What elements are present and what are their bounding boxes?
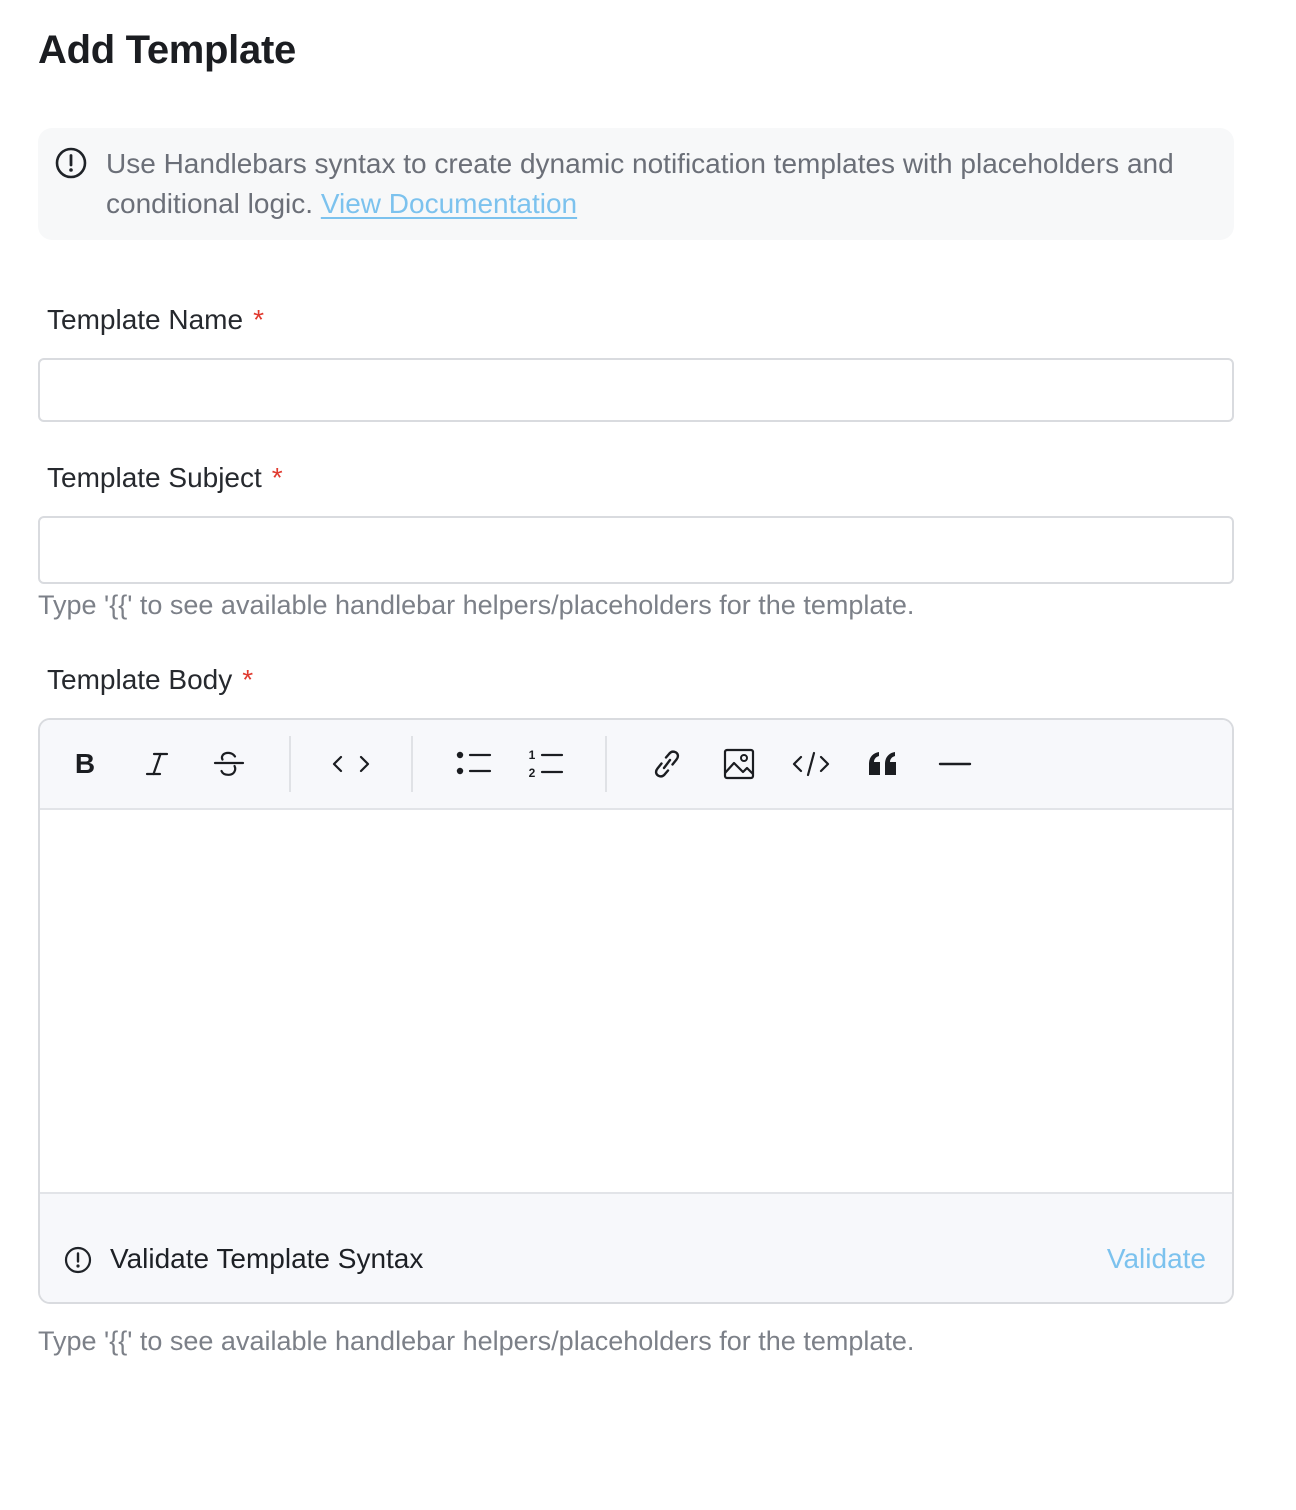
required-asterisk: * [271,462,283,493]
ordered-list-icon [527,748,565,780]
bullet-list-icon [455,749,493,779]
body-hint: Type '{{' to see available handlebar helpers/placeholders for the template. [38,1326,915,1356]
bold-button[interactable] [65,744,105,784]
quote-icon [866,750,900,778]
image-button[interactable] [719,744,759,784]
strikethrough-icon [213,749,245,779]
template-body-label [47,663,253,697]
info-description: Use Handlebars syntax to create dynamic notification templates with placeholders and conditional logic. [106,148,1174,219]
subject-hint: Type '{{' to see available handlebar helpers/placeholders for the template. [38,590,915,620]
bold-icon [71,750,99,778]
svg-text:1: 1 [528,748,536,762]
code-block-icon [791,749,831,779]
page-title: Add Template [38,28,296,72]
toolbar-divider [289,736,291,792]
italic-button[interactable] [137,744,177,784]
toolbar-divider [605,736,607,792]
required-asterisk: * [242,664,254,695]
horizontal-rule-button[interactable] [935,744,975,784]
svg-text:2: 2 [528,766,536,780]
view-documentation-link[interactable]: View Documentation [320,188,578,219]
code-block-button[interactable] [791,744,831,784]
template-name-label-text: Template Name [47,304,244,335]
info-circle-icon [55,147,87,179]
inline-code-button[interactable] [331,744,371,784]
italic-icon [143,750,171,778]
editor-toolbar [40,720,1232,810]
code-icon [331,750,371,778]
template-name-input[interactable] [38,358,1234,422]
link-button[interactable] [647,744,687,784]
validate-syntax-label: Validate Template Syntax [110,1243,424,1274]
toolbar-divider [411,736,413,792]
template-subject-label [47,461,283,495]
template-subject-input[interactable] [38,516,1234,584]
info-text [106,144,1216,224]
strikethrough-button[interactable] [209,744,249,784]
template-name-label [47,303,264,337]
bullet-list-button[interactable] [454,744,494,784]
svg-text:B: B [74,750,96,778]
template-body-editor[interactable] [40,810,1232,1194]
required-asterisk: * [253,304,264,335]
rich-text-editor [38,718,1234,1304]
info-circle-icon [64,1246,92,1274]
link-icon [648,749,686,779]
ordered-list-button[interactable] [526,744,566,784]
validate-button[interactable]: Validate [1106,1243,1206,1274]
template-subject-label-text: Template Subject [47,462,262,493]
blockquote-button[interactable] [863,744,903,784]
template-body-label-text: Template Body [47,664,233,695]
image-icon [723,748,755,780]
horizontal-rule-icon [938,750,972,778]
